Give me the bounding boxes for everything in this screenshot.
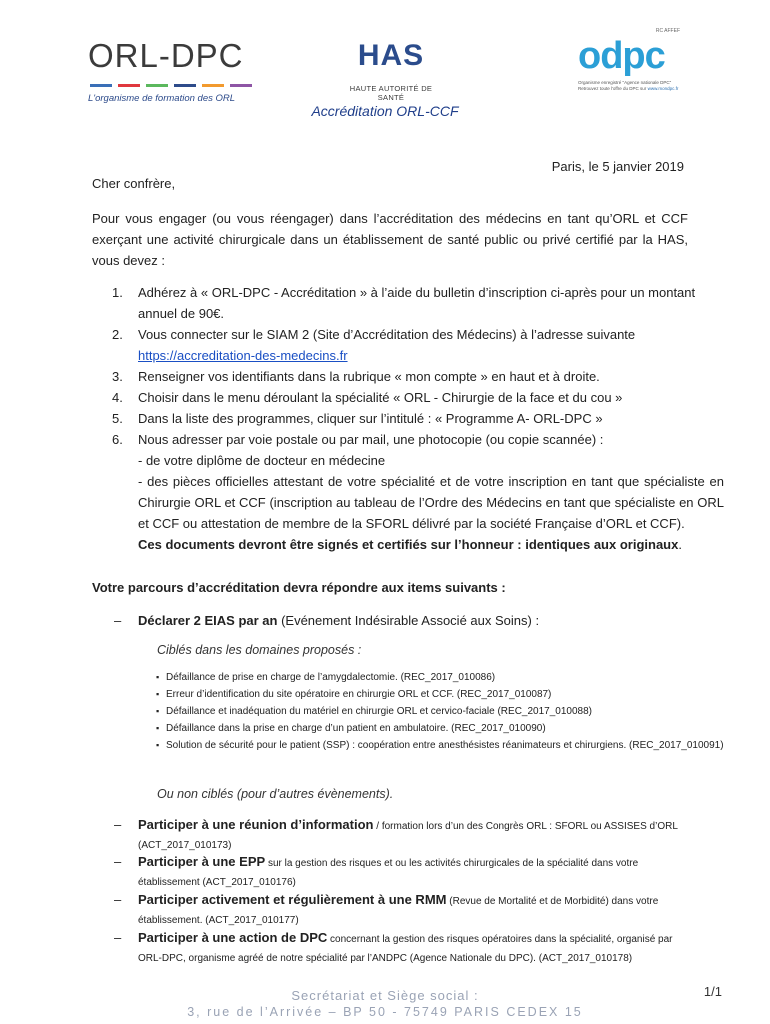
odpc-caption-line1: Organisme enregistré "Agence nationale DPC": [578, 80, 672, 85]
step-number: 4.: [112, 390, 123, 405]
siam-link[interactable]: https://accreditation-des-medecins.fr: [138, 348, 348, 363]
eias-bold: Déclarer 2 EIAS par an: [138, 613, 278, 628]
non-cibles-label: Ou non ciblés (pour d’autres évènements).: [157, 787, 394, 801]
step-text: Choisir dans le menu déroulant la spécialité « ORL - Chirurgie de la face et du cou »: [138, 390, 623, 405]
list-item: ▪ Défaillance et inadéquation du matériel en chirurgie ORL et cervico-faciale (REC_2017_010088): [156, 703, 724, 720]
participation-item: [114, 852, 726, 892]
participation-bold: Participer activement et régulièrement à une RMM: [138, 892, 447, 907]
step6-note-text: Ces documents devront être signés et certifiés sur l’honneur : identiques aux originaux: [138, 537, 679, 552]
step-item: [112, 387, 724, 408]
color-bar: [118, 84, 140, 87]
odpc-ref: RC AFFEF: [655, 28, 680, 34]
step-text: Adhérez à « ORL-DPC - Accréditation » à l’aide du bulletin d’inscription ci-après pour un montant annuel de 90€.: [138, 285, 696, 321]
cibles-label: Ciblés dans les domaines proposés :: [157, 643, 362, 657]
participation-text: / formation lors d’un des Congrès ORL : SFORL ou ASSISES d’ORL: [373, 821, 678, 832]
step6-note-end: .: [678, 537, 682, 552]
color-bar: [90, 84, 112, 87]
greeting: Cher confrère,: [92, 176, 176, 191]
step6-note: [112, 534, 724, 555]
participation-bold: Participer à une action de DPC: [138, 930, 328, 945]
participation-item: [114, 928, 726, 968]
color-bar: [230, 84, 252, 87]
step-number: 6.: [112, 432, 123, 447]
step-text: Nous adresser par voie postale ou par mail, une photocopie (ou copie scannée) :: [138, 432, 604, 447]
step-number: 3.: [112, 369, 123, 384]
participation-bold: Participer à une EPP: [138, 854, 266, 869]
step-item: [112, 324, 724, 366]
color-bar: [202, 84, 224, 87]
has-logo: [336, 38, 446, 102]
dash-marker: –: [114, 854, 122, 869]
step-number: 2.: [112, 327, 123, 342]
footer-title: Secrétariat et Siège social :: [291, 988, 479, 1003]
dash-marker: –: [114, 930, 122, 945]
step-item: [112, 366, 724, 387]
dash-marker: –: [114, 817, 122, 832]
orl-dpc-logo-text: ORL-DPC: [88, 37, 244, 74]
section-title: Votre parcours d’accréditation devra répondre aux items suivants :: [92, 580, 506, 595]
participation-text: sur la gestion des risques et ou les activités chirurgicales de la spécialité dans votre: [265, 858, 639, 869]
odpc-logo: [578, 28, 688, 92]
has-logo-text: HAS: [357, 39, 425, 72]
intro-paragraph: Pour vous engager (ou vous réengager) dans l’accréditation des médecins en tant qu’ORL et CCF exerçant une activité chirurgicale dans un établissement de santé public ou privé certifié par la HAS, vous devez :: [92, 211, 688, 268]
color-bar: [174, 84, 196, 87]
participation-text: concernant la gestion des risques opératoires dans la spécialité, organisé par: [327, 934, 673, 945]
participation-code: établissement. (ACT_2017_010177): [138, 915, 299, 926]
color-bar: [146, 84, 168, 87]
list-item: ▪ Défaillance dans la prise en charge d’un patient en ambulatoire. (REC_2017_010090): [156, 720, 724, 737]
step-item: [112, 408, 724, 429]
step-number: 1.: [112, 285, 123, 300]
participation-text: (Revue de Mortalité et de Morbidité) dans votre: [446, 896, 659, 907]
document-title: Accréditation ORL-CCF: [311, 103, 459, 119]
participation-bold: Participer à une réunion d’information: [138, 817, 374, 832]
odpc-caption-line2: [578, 86, 688, 92]
letter-date: Paris, le 5 janvier 2019: [551, 159, 684, 174]
odpc-link[interactable]: www.mondpc.fr: [647, 86, 679, 91]
orl-dpc-tagline: L'organisme de formation des ORL: [88, 93, 236, 104]
step-text: Dans la liste des programmes, cliquer sur l’intitulé : « Programme A- ORL-DPC »: [138, 411, 603, 426]
dash-marker: –: [114, 892, 122, 907]
list-item: ▪ Défaillance de prise en charge de l’amygdalectomie. (REC_2017_010086): [156, 669, 724, 686]
participation-code: établissement (ACT_2017_010176): [138, 877, 296, 888]
step-number: 5.: [112, 411, 123, 426]
step-item: [112, 429, 724, 450]
step-item: [112, 282, 724, 324]
participation-code: (ACT_2017_010173): [138, 840, 232, 851]
eias-text: (Evénement Indésirable Associé aux Soins) :: [277, 613, 540, 628]
dash-marker: –: [114, 613, 122, 628]
participation-code: ORL-DPC, organisme agréé de notre spécialité par l’ANDPC (Agence Nationale du DPC). (ACT_2017_010178): [138, 953, 633, 964]
cibles-list: [156, 669, 724, 754]
participation-item: [114, 890, 726, 930]
step-text: Vous connecter sur le SIAM 2 (Site d’Accréditation des Médecins) à l’adresse suivante: [138, 327, 636, 342]
odpc-logo-text: odpc: [578, 35, 665, 77]
step6-sub-documents: - des pièces officielles attestant de votre spécialité et de votre inscription en tant que spécialiste en Chirurgie ORL et CCF (inscription au tableau de l’Ordre des Médecins en tant que spécialiste en ORL et CCF ou attestation de membre de la SFORL délivré par la société Française d’ORL et CCF).: [138, 474, 724, 531]
step6-sub-diploma: - de votre diplôme de docteur en médecine: [138, 453, 386, 468]
step-text: Renseigner vos identifiants dans la rubrique « mon compte » en haut et à droite.: [138, 369, 600, 384]
steps-list: [112, 282, 724, 555]
has-subtitle: HAUTE AUTORITÉ DE SANTÉ: [349, 84, 433, 102]
eias-item: [114, 611, 724, 631]
odpc-caption-text: Retrouvez toute l'offre du DPC sur: [578, 86, 647, 91]
orl-dpc-logo: [88, 38, 253, 104]
odpc-caption: [578, 80, 688, 92]
list-item: ▪ Erreur d’identification du site opératoire en chirurgie ORL et CCF. (REC_2017_010087): [156, 686, 724, 703]
logo-color-bars: [90, 84, 253, 87]
participation-item: [114, 815, 726, 855]
page-number: 1/1: [703, 984, 722, 999]
footer-address: 3, rue de l’Arrivée – BP 50 - 75749 PARIS CEDEX 15: [187, 1005, 583, 1019]
list-item: ▪ Solution de sécurité pour le patient (SSP) : coopération entre anesthésistes réanimateurs et chirurgiens. (REC_2017_010091): [156, 737, 724, 754]
